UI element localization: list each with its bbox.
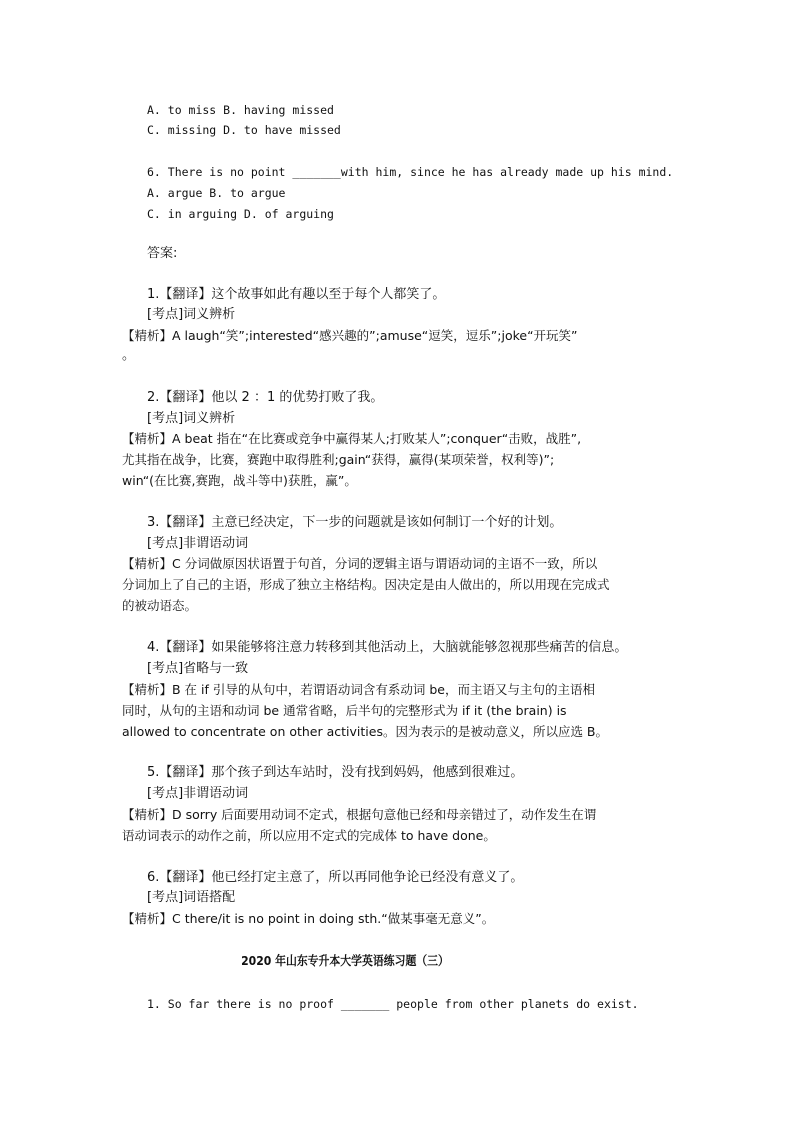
a3-point: [考点]非谓语动词 [147, 536, 249, 551]
a3-analysis-line3: 的被动语态。 [122, 598, 198, 613]
a3-analysis-line1: 【精析】C 分词做原因状语置于句首，分词的逻辑主语与谓语动词的主语不一致，所以 [122, 556, 598, 571]
a1-point: [考点]词义辨析 [147, 307, 236, 322]
a4-analysis-line1: 【精析】B 在 if 引导的从句中，若谓语动词含有系动词 be，而主语又与主句的主语相 [122, 682, 595, 697]
a6-point: [考点]词语搭配 [147, 890, 236, 905]
a4-analysis-line3: allowed to concentrate on other activities。因为表示的是被动意义，所以应选 B。 [122, 724, 609, 739]
answers-label: 答案: [147, 246, 178, 261]
a2-analysis-line1: 【精析】A beat 指在“在比赛或竞争中赢得某人;打败某人”;conquer“击败，战胜”, [122, 431, 582, 446]
a6-translation: 6.【翻译】他已经打定主意了，所以再同他争论已经没有意义了。 [147, 870, 524, 885]
a2-analysis-line3: win“(在比赛,赛跑，战斗等中)获胜，赢”。 [122, 473, 357, 488]
a4-translation: 4.【翻译】如果能够将注意力转移到其他活动上，大脑就能够忽视那些痛苦的信息。 [147, 640, 628, 655]
a5-translation: 5.【翻译】那个孩子到达车站时，没有找到妈妈，他感到很难过。 [147, 765, 524, 780]
a1-translation: 1.【翻译】这个故事如此有趣以至于每个人都笑了。 [147, 287, 446, 302]
q5-options-cd: C. missing D. to have missed [147, 123, 341, 137]
a5-point: [考点]非谓语动词 [147, 786, 249, 801]
q6-stem: 6. There is no point _______with him, since he has already made up his mind. [147, 165, 674, 179]
q6-options-cd: C. in arguing D. of arguing [147, 207, 334, 221]
a1-analysis-line2: 。 [122, 348, 136, 363]
a5-analysis-line1: 【精析】D sorry 后面要用动词不定式，根据句意他已经和母亲错过了，动作发生在谓 [122, 807, 597, 822]
a5-analysis-line2: 语动词表示的动作之前，所以应用不定式的完成体 to have done。 [122, 828, 496, 843]
next-section-q1: 1. So far there is no proof _______ people from other planets do exist. [147, 997, 639, 1011]
a2-translation: 2.【翻译】他以 2 ：1 的优势打败了我。 [147, 390, 384, 405]
a3-analysis-line2: 分词加上了自己的主语，形成了独立主格结构。因决定是由人做出的，所以用现在完成式 [122, 577, 610, 592]
q5-options-ab: A. to miss B. having missed [147, 103, 334, 117]
a3-translation: 3.【翻译】主意已经决定，下一步的问题就是该如何制订一个好的计划。 [147, 515, 563, 530]
a2-point: [考点]词义辨析 [147, 411, 236, 426]
a4-analysis-line2: 同时，从句的主语和动词 be 通常省略，后半句的完整形式为 if it (the brain) is [122, 703, 567, 718]
a1-analysis-line1: 【精析】A laugh“笑”;interested“感兴趣的”;amuse“逗笑，逗乐”;joke“开玩笑” [122, 328, 578, 343]
q6-options-ab: A. argue B. to argue [147, 186, 286, 200]
a2-analysis-line2: 尤其指在战争，比赛，赛跑中取得胜利;gain“获得，赢得(某项荣誉，权利等)”; [122, 452, 555, 467]
a6-analysis-line1: 【精析】C there/it is no point in doing sth.“做某事毫无意义”。 [122, 911, 495, 926]
section-title: 2020 年山东专升本大学英语练习题（三） [241, 953, 449, 968]
a4-point: [考点]省略与一致 [147, 661, 249, 676]
